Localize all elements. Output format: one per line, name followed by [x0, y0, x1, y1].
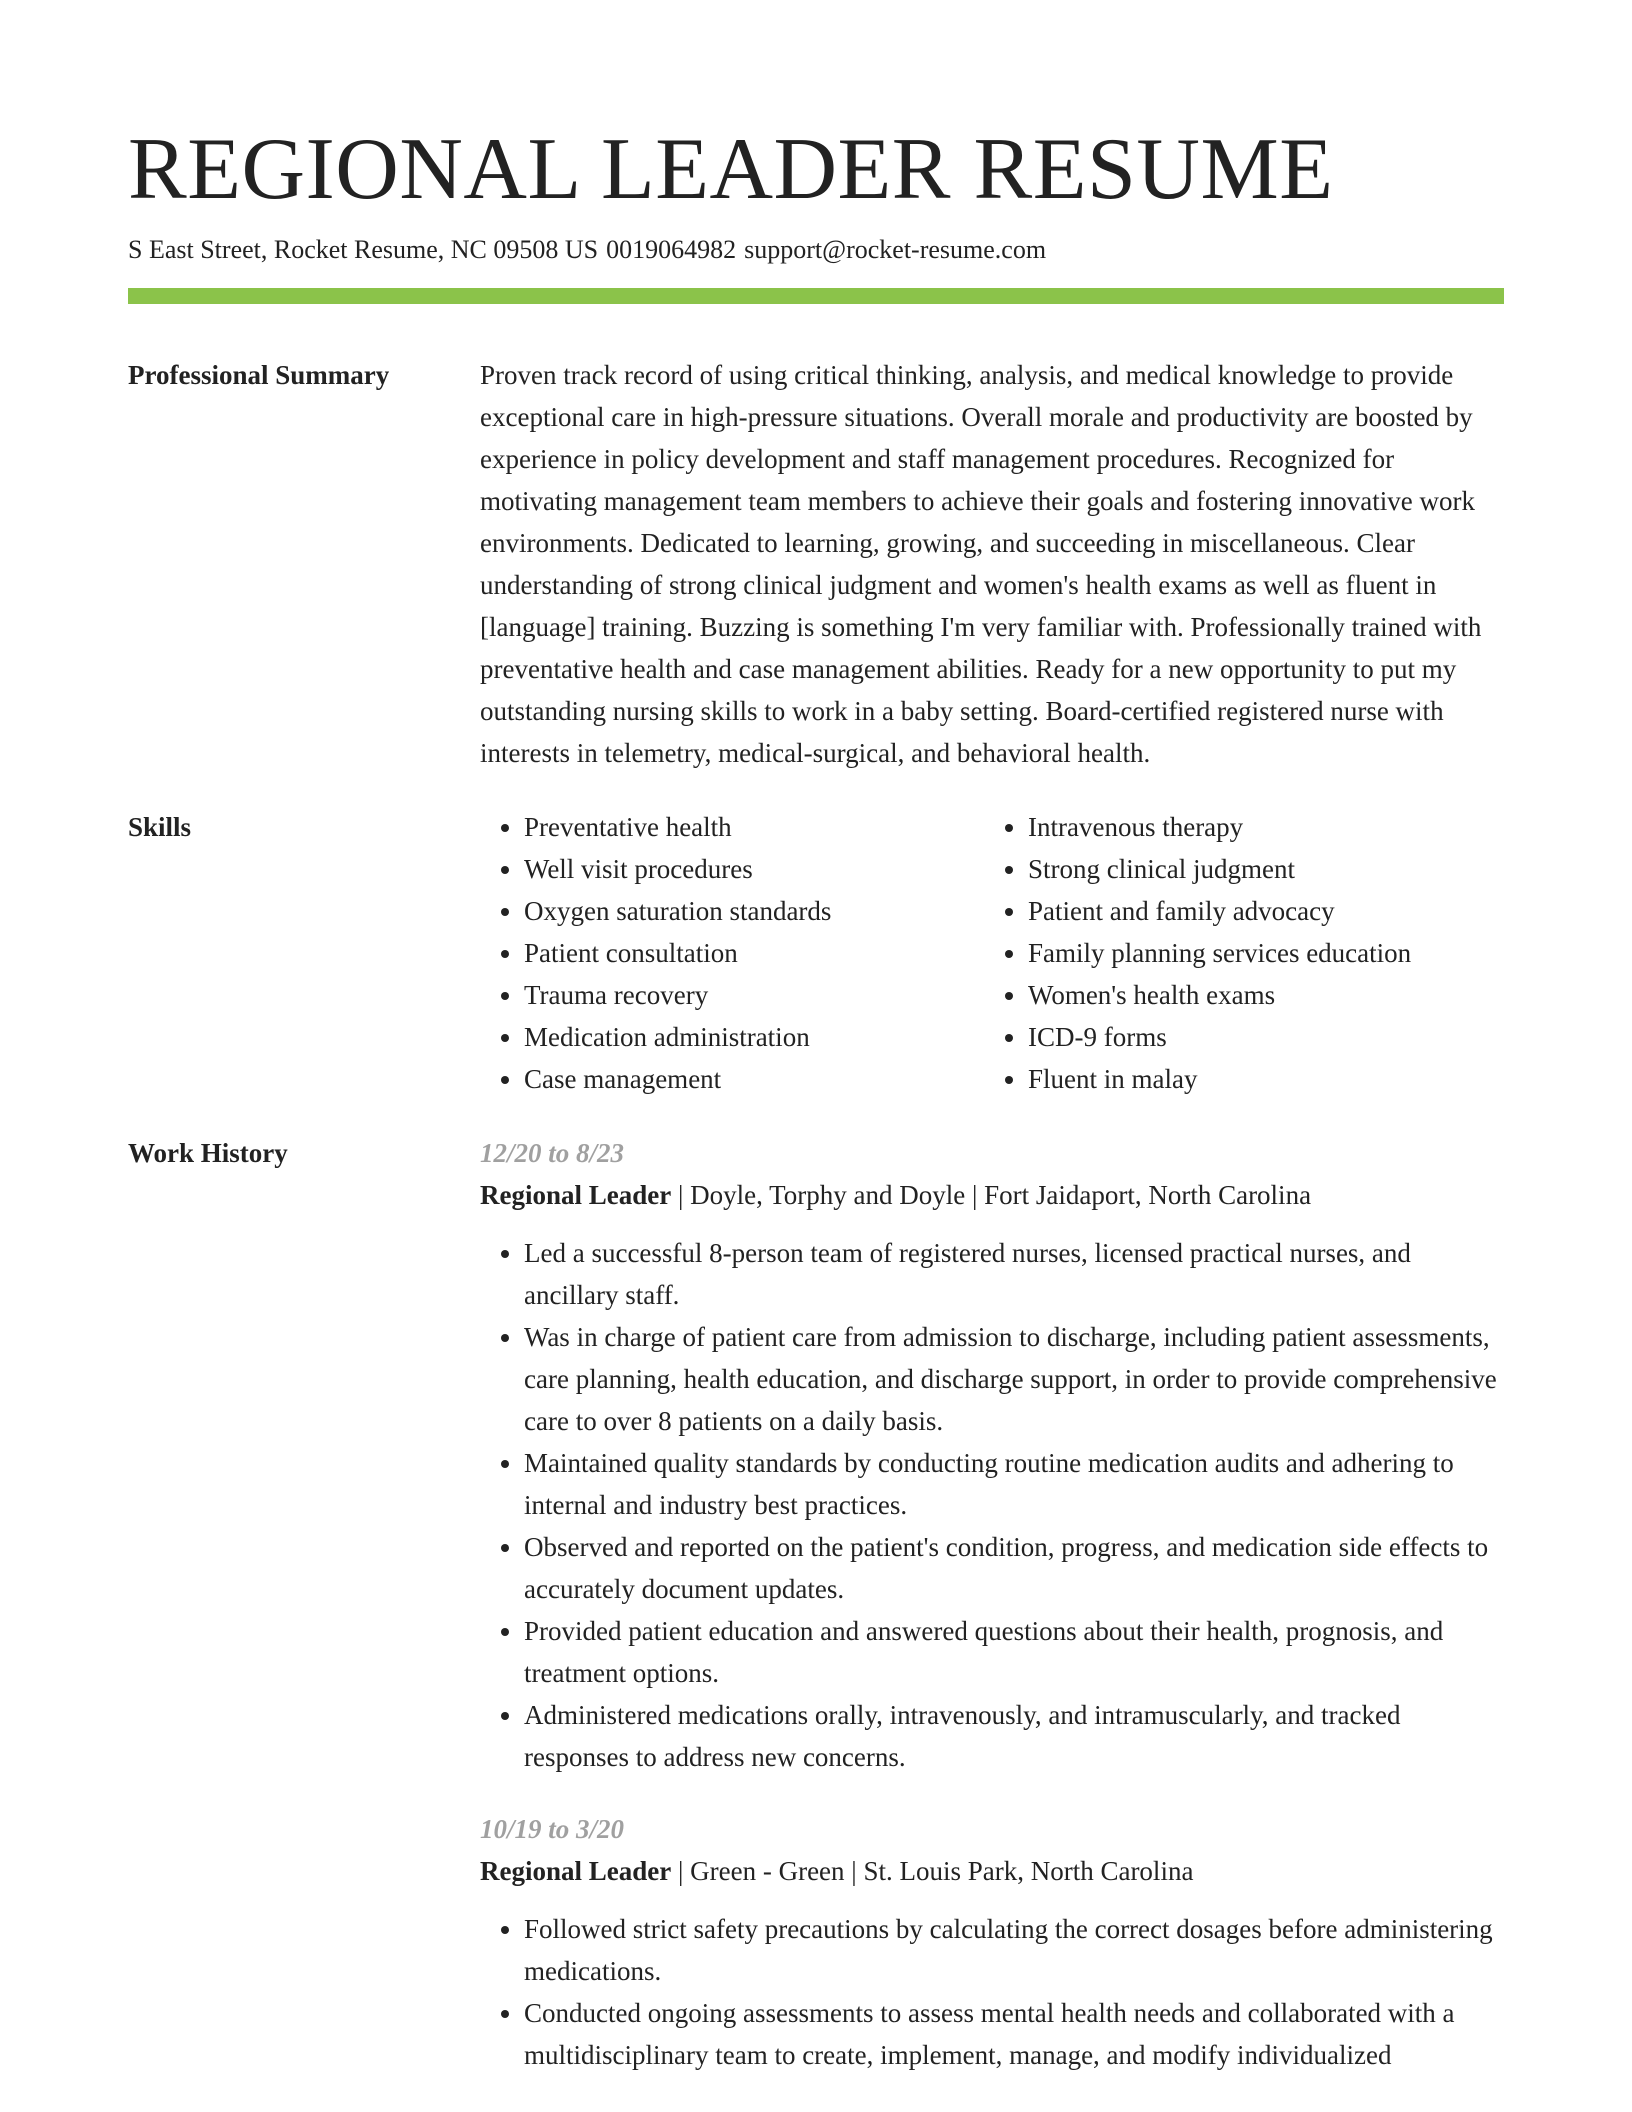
- header-divider: [128, 288, 1504, 304]
- job-heading: [480, 1850, 1504, 1892]
- job-bullet-list: [480, 1232, 1504, 1778]
- job-dates: 10/19 to 3/20: [480, 1814, 625, 1844]
- resume-page: [128, 0, 1504, 2106]
- job-bullet: • Was in charge of patient care from admission to discharge, including patient assessments, care planning, health education, and discharge support, in order to provide comprehensive care to over 8 patients on a daily basis.: [524, 1316, 1504, 1442]
- skill-item: • Fluent in malay: [1028, 1058, 1488, 1100]
- job-entry: [480, 1808, 1504, 2076]
- contact-address: S East Street, Rocket Resume, NC 09508 US: [128, 235, 599, 264]
- skill-item: • Medication administration: [524, 1016, 984, 1058]
- skill-item: • Case management: [524, 1058, 984, 1100]
- section-heading-work-history: Work History: [128, 1138, 288, 1168]
- job-bullet: • Administered medications orally, intravenously, and intramuscularly, and tracked responses to address new concerns.: [524, 1694, 1504, 1778]
- skill-item: • Women's health exams: [1028, 974, 1488, 1016]
- skill-item: • ICD-9 forms: [1028, 1016, 1488, 1058]
- summary-text: Proven track record of using critical thinking, analysis, and medical knowledge to provide exceptional care in high-pressure situations. Overall morale and productivity are boosted by experience in policy development and staff management procedures. Recognized for motivating management team members to achieve their goals and fostering innovative work environments. Dedicated to learning, growing, and succeeding in miscellaneous. Clear understanding of strong clinical judgment and women's health exams as well as fluent in [language] training. Buzzing is something I'm very familiar with. Professionally trained with preventative health and case management abilities. Ready for a new opportunity to put my outstanding nursing skills to work in a baby setting. Board-certified registered nurse with interests in telemetry, medical-surgical, and behavioral health.: [480, 360, 1482, 768]
- job-bullet: • Provided patient education and answered questions about their health, prognosis, and treatment options.: [524, 1610, 1504, 1694]
- section-heading-skills: Skills: [128, 812, 192, 842]
- job-bullet: • Observed and reported on the patient's condition, progress, and medication side effects to accurately document updates.: [524, 1526, 1504, 1610]
- job-bullet: • Followed strict safety precautions by calculating the correct dosages before administering medications.: [524, 1908, 1504, 1992]
- job-bullet: • Maintained quality standards by conducting routine medication audits and adhering to internal and industry best practices.: [524, 1442, 1504, 1526]
- section-heading-summary: Professional Summary: [128, 360, 390, 390]
- job-bullet-list: [480, 1908, 1504, 2076]
- job-bullet: • Conducted ongoing assessments to assess mental health needs and collaborated with a multidisciplinary team to create, implement, manage, and modify individualized: [524, 1992, 1504, 2076]
- job-bullet: • Led a successful 8-person team of registered nurses, licensed practical nurses, and ancillary staff.: [524, 1232, 1504, 1316]
- work-history-section: [128, 1132, 1504, 2106]
- skill-item: • Patient consultation: [524, 932, 984, 974]
- skill-item: • Oxygen saturation standards: [524, 890, 984, 932]
- contact-phone: 0019064982: [606, 235, 737, 264]
- skill-item: • Preventative health: [524, 806, 984, 848]
- resume-title: REGIONAL LEADER RESUME: [128, 121, 1334, 218]
- skill-item: • Strong clinical judgment: [1028, 848, 1488, 890]
- job-heading: [480, 1174, 1504, 1216]
- contact-line: [128, 232, 1504, 268]
- job-details: | Green - Green | St. Louis Park, North Carolina: [671, 1856, 1194, 1886]
- skill-item: • Intravenous therapy: [1028, 806, 1488, 848]
- skills-list-left: [480, 806, 984, 1100]
- skill-item: • Trauma recovery: [524, 974, 984, 1016]
- professional-summary-section: [128, 354, 1504, 774]
- skills-list-right: [984, 806, 1488, 1100]
- job-title: Regional Leader: [480, 1856, 672, 1886]
- job-title: Regional Leader: [480, 1180, 672, 1210]
- contact-email: support@rocket-resume.com: [744, 235, 1047, 264]
- job-dates: 12/20 to 8/23: [480, 1138, 625, 1168]
- skill-item: • Family planning services education: [1028, 932, 1488, 974]
- skills-section: [128, 806, 1504, 1100]
- skill-item: • Patient and family advocacy: [1028, 890, 1488, 932]
- job-entry: [480, 1132, 1504, 1778]
- skill-item: • Well visit procedures: [524, 848, 984, 890]
- job-details: | Doyle, Torphy and Doyle | Fort Jaidaport, North Carolina: [671, 1180, 1312, 1210]
